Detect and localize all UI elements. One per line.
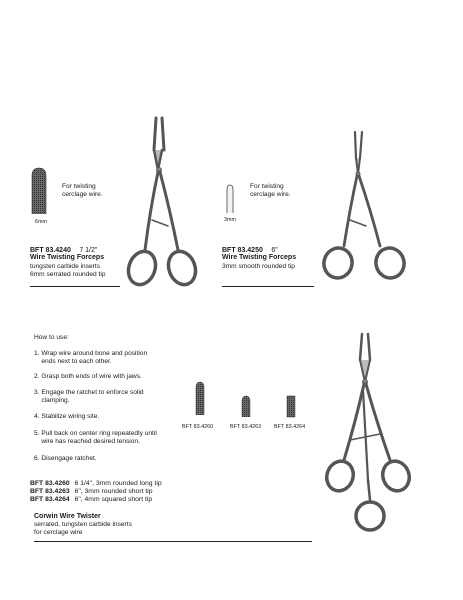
divider	[30, 286, 120, 287]
tip-note: For twisting cerclage wire.	[62, 183, 103, 198]
variant-row	[30, 488, 153, 496]
howto-step: 5. Pull back on center ring repeatedly until wire has reached desired tension.	[34, 430, 157, 445]
howto-step: 2. Grasp both ends of wire with jaws.	[34, 373, 142, 380]
wire-twisting-forceps-icon	[118, 110, 218, 290]
product-desc-1: serrated, tungsten carbide inserts	[34, 521, 132, 528]
variant-row	[30, 496, 152, 504]
variant-code: BFT 83.4263	[30, 488, 70, 495]
product-size: 7 1/2"	[79, 247, 98, 254]
variant-desc: 6", 3mm rounded short tip	[74, 488, 153, 495]
tip-size-label: 3mm	[224, 217, 236, 223]
howto-step: 4. Stabilize wiring site.	[34, 413, 100, 420]
tip-size-label: 6mm	[35, 219, 47, 225]
tip-detail-6mm-icon	[30, 168, 48, 218]
variant-desc: 6", 4mm squared short tip	[74, 496, 153, 503]
howto-title: How to use:	[34, 334, 69, 341]
product-desc-1: tungsten carbide inserts	[30, 263, 101, 270]
product-name: Corwin Wire Twister	[34, 513, 101, 520]
corwin-wire-twister-icon	[320, 330, 430, 550]
product-code: BFT 83.4250	[222, 247, 263, 254]
product-name: Wire Twisting Forceps	[222, 254, 297, 261]
variant-code: BFT 83.4264	[30, 496, 70, 503]
divider	[222, 286, 314, 287]
tip-label: BFT 83.4260	[182, 424, 214, 430]
divider	[34, 541, 312, 542]
howto-step: 6. Disengage ratchet.	[34, 455, 97, 462]
product-code: BFT 83.4240	[30, 247, 71, 254]
variant-row	[30, 480, 162, 488]
product-name: Wire Twisting Forceps	[30, 254, 105, 261]
tip-label: BFT 83.4264	[274, 424, 306, 430]
tip-detail-long-rounded-icon	[194, 382, 206, 416]
tip-detail-short-rounded-icon	[240, 396, 252, 418]
product-size: 6"	[271, 247, 278, 254]
tip-note: For twisting cerclage wire.	[250, 183, 291, 198]
tip-detail-squared-icon	[285, 396, 297, 418]
howto-step: 3. Engage the ratchet to enforce solid clamping.	[34, 389, 144, 404]
product-desc-2: for cerclage wire	[34, 529, 83, 536]
tip-detail-3mm-icon	[225, 185, 235, 215]
tip-label: BFT 83.4263	[230, 424, 262, 430]
variant-desc: 6 1/4", 3mm rounded long tip	[74, 480, 162, 487]
product-desc-1: 3mm smooth rounded tip	[222, 263, 295, 270]
variant-code: BFT 83.4260	[30, 480, 70, 487]
wire-twisting-forceps-icon	[310, 128, 420, 288]
product-desc-2: 6mm serrated rounded tip	[30, 271, 106, 278]
howto-step: 1. Wrap wire around bone and position ends next to each other.	[34, 350, 148, 365]
